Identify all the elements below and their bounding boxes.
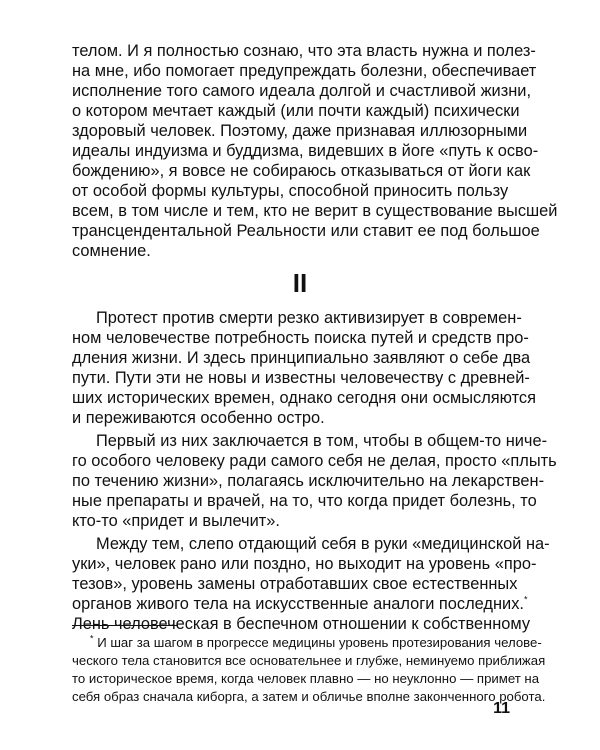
text-line: исполнение того самого идеала долгой и счастливой жизни, <box>72 82 531 100</box>
footnote-text: И шаг за шагом в прогрессе медицины уровень протезирования челове- <box>97 635 542 650</box>
text-line: тезов», уровень замены отработавших свое естественных <box>72 575 518 593</box>
text-line: бождению», я вовсе не собираюсь отказываться от йоги как <box>72 162 531 180</box>
footnote-marker: * <box>523 594 528 605</box>
text-line: дления жизни. И здесь принципиально заявляют о себе два <box>72 349 531 367</box>
text-line: пути. Пути эти не новы и известны человечеству с древней- <box>72 369 530 387</box>
text-line-content: органов живого тела на искусственные аналоги последних. <box>72 595 524 613</box>
footnote-line: ческого тела становится все основательнее и глубже, неминуемо приближая <box>72 653 546 668</box>
page-number: 11 <box>493 700 510 717</box>
text-line: по течению жизни», полагаясь исключительно на лекарствен- <box>72 472 545 490</box>
footnote-marker: * <box>90 633 94 644</box>
text-line: Между тем, слепо отдающий себя в руки «медицинской на- <box>96 535 550 553</box>
text-line: на мне, ибо помогает предупреждать болезни, обеспечивает <box>72 62 537 80</box>
text-line: Протест против смерти резко активизирует в современ- <box>96 309 522 327</box>
text-line <box>72 594 528 614</box>
text-line: ших исторических времен, однако сегодня они осмысляются <box>72 389 536 407</box>
footnote-divider <box>72 625 178 626</box>
text-line: здоровый человек. Поэтому, даже признавая иллюзорными <box>72 122 528 140</box>
text-line: ные препараты и врачей, на то, что когда придет болезнь, то <box>72 492 537 510</box>
text-line: всем, в том числе и тем, кто не верит в существование высшей <box>72 202 558 220</box>
footnote-line: то историческое время, когда человек плавно — но неуклонно — примет на <box>72 671 540 686</box>
text-line: Лень человеческая в беспечном отношении к собственному <box>72 615 531 633</box>
text-line: уки», человек рано или поздно, но выходит на уровень «про- <box>72 555 537 573</box>
text-line: Первый из них заключается в том, чтобы в общем-то ниче- <box>96 432 548 450</box>
text-line: телом. И я полностью сознаю, что эта власть нужна и полез- <box>72 42 536 60</box>
footnote-line: себя образ сначала киборга, а затем и обличье вполне законченного робота. <box>72 689 546 704</box>
text-line: го особого человеку ради самого себя не делая, просто «плыть <box>72 452 557 470</box>
footnote-line <box>90 633 542 652</box>
text-line: и переживаются особенно остро. <box>72 409 325 427</box>
section-heading: II <box>292 268 308 298</box>
text-line: кто-то «придет и вылечит». <box>72 512 280 530</box>
text-line: от особой формы культуры, способной приносить пользу <box>72 182 509 200</box>
text-line: о котором мечтает каждый (или почти каждый) психически <box>72 102 520 120</box>
text-line: трансцендентальной Реальности или ставит ее под большое <box>72 222 540 240</box>
text-line: ном человечестве потребность поиска путей и средств про- <box>72 329 529 347</box>
text-line: идеалы индуизма и буддизма, видевших в йоге «путь к осво- <box>72 142 539 160</box>
text-line: сомнение. <box>72 242 151 260</box>
